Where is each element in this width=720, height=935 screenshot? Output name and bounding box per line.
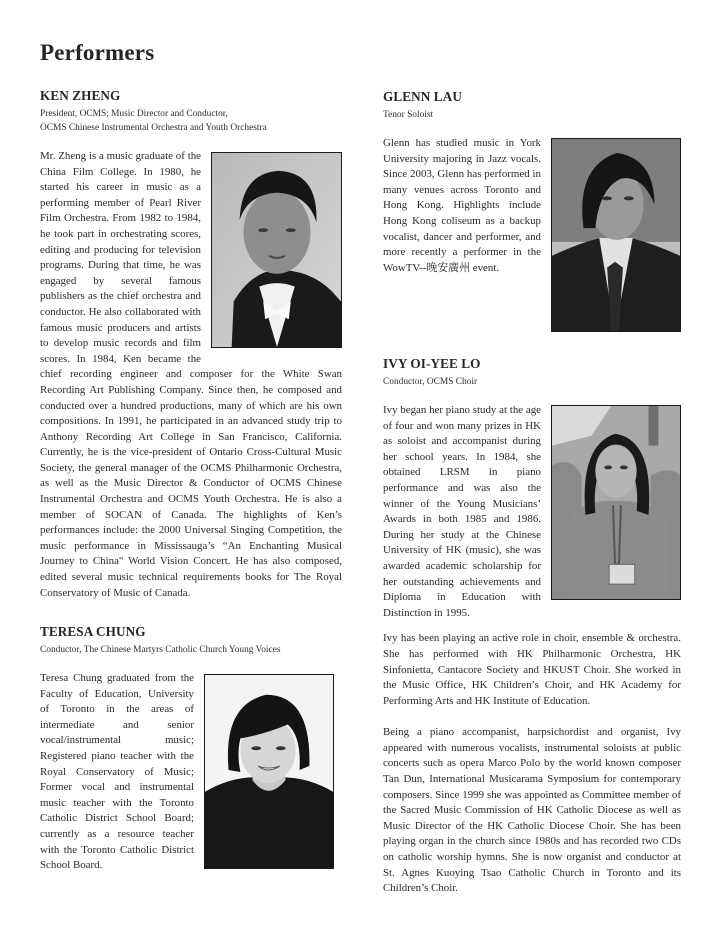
portrait-photo-icon: [204, 674, 334, 869]
page-title: Performers: [40, 40, 155, 65]
portrait-photo-icon: [551, 138, 681, 332]
performer-glenn-lau: [383, 89, 681, 336]
role-line: Tenor Soloist: [383, 110, 434, 120]
performer-role: [383, 375, 681, 389]
bio: [383, 403, 681, 621]
bio-paragraph: Teresa Chung graduated from the Faculty of Education, University of Toronto in the areas of intermediate and senior vocal/instrumental music; Registered piano teacher with the Royal Conservatory of Music; Former vocal and instrumental music teacher with the Toronto Catholic District School Board; currently as a resource teacher with the Toronto Catholic District School Board.: [40, 672, 194, 872]
performer-name: TERESA CHUNG: [40, 624, 146, 639]
role-line: President, OCMS; Music Director and Conductor,: [40, 109, 228, 119]
performer-role: [383, 108, 681, 122]
bio-paragraph: Mr. Zheng is a music graduate of the China Film College. In 1980, he started his career in music as a performing member of Pearl River Film Orchestra. From 1982 to 1984, he took part in orchestrating scores, editing and producing for television programs. During that time, he was engaged by several famous publishers as the chief orchestra and conductor. He also collaborated with famous music producers and artists to develop music records and film scores. In 1984, Ken became the chief recording engineer and composer for the White Swan Recording Art Publishing Company. Since then, he composed and conducted over a hundred productions, many of which are his own compositions. In 1991, he participated in an advanced study trip to Anthony Recording Art College in San Francisco, California. Currently, he is the vice-president of Ontario Cross-Cultural Music Society, the general manager of the OCMS Philharmonic Orchestra, as well as the Music Director & Conductor of OCMS Chinese Instrumental Orchestra and OCMS Youth Orchestra. He is also a member of SOCAN of Canada. The highlights of Ken’s performances include: the 2000 Universal Singing Competition, the music performance in Mississauga’s “An Enchanting Musical Journey to China" World Vision Concert. He has also composed, edited several music technical requirements books for The Royal Conservatory of Music of Canada.: [40, 150, 342, 599]
bio-paragraph: Glenn has studied music in York University majoring in Jazz vocals. Since 2003, Glenn has performed in many venues across Toronto and Hong Kong. Highlights include Hong Kong coliseum as a backup vocalist, dancer and performer, and more recently a performer in the WowTV--晚安廣州 event.: [383, 137, 541, 274]
bio-paragraph: Ivy began her piano study at the age of four and won many prizes in HK as soloist and accompanist during her school years. In 1984, she obtained LRSM in piano performance and was also the winner of the Young Musicians’ Awards in both 1985 and 1986. During her study at the Chinese University of HK (music), she was awarded academic scholarship for her outstanding achievements and Diploma in Education with Distinction in 1995.: [383, 404, 541, 619]
performer-ivy-oi-yee-lo: [383, 356, 681, 897]
bio-paragraph: Ivy has been playing an active role in choir, ensemble & orchestra. She has performed with HK Philharmonic Orchestra, HK Sinfonietta, Cantacore Society and HKUST Choir. She worked in the Music Office, HK Children’s Choir, and HK Academy for Performing Arts and HK Institute of Education.: [383, 632, 681, 707]
performer-teresa-chung: [40, 624, 334, 874]
portrait-photo-icon: [551, 405, 681, 600]
performer-name: KEN ZHENG: [40, 88, 121, 103]
performer-name: IVY OI-YEE LO: [383, 356, 481, 371]
performer-role: [40, 107, 342, 135]
performer-role: [40, 643, 334, 657]
role-line: OCMS Chinese Instrumental Orchestra and Youth Orchestra: [40, 123, 267, 133]
bio: [40, 671, 334, 874]
portrait-photo-icon: [211, 152, 342, 348]
role-line: Conductor, OCMS Choir: [383, 377, 478, 387]
performer-ken-zheng: [40, 88, 342, 601]
bio: [40, 149, 342, 601]
performer-name: GLENN LAU: [383, 89, 462, 104]
bio: [383, 136, 681, 276]
bio-paragraph: Being a piano accompanist, harpsichordist and organist, Ivy appeared with numerous vocalists, instrumental soloists at public concerts such as opera Marco Polo by the world known composer Tan Dun, International Musicarama Symposium for contemporary composers. Since 1999 she was appointed as Committee member of the Sacred Music Commission of HK Catholic Diocese as well as Music Director of the HK Catholic Diocese Choir. She has been playing organ in the church since 1980s and has recorded two CDs on catholic worship hymns. She is now organist and conductor at St. Agnes Kuoying Tsao Catholic Church in Toronto and its Children’s Choir.: [383, 726, 681, 895]
role-line: Conductor, The Chinese Martyrs Catholic Church Young Voices: [40, 645, 281, 655]
